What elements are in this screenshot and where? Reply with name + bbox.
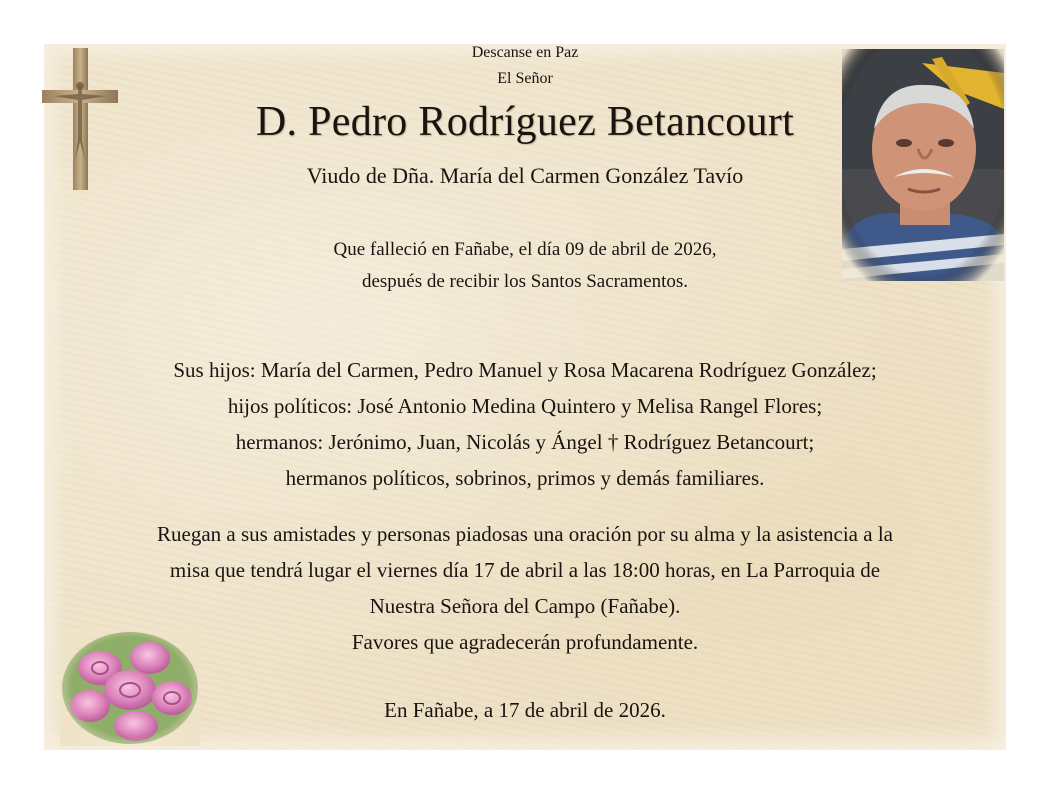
deceased-name: D. Pedro Rodríguez Betancourt bbox=[255, 99, 795, 145]
request-line-3: Nuestra Señora del Campo (Fañabe). bbox=[369, 594, 681, 618]
honorific-label: El Señor bbox=[497, 70, 553, 87]
family-children-line: Sus hijos: María del Carmen, Pedro Manuel y Rosa Macarena Rodríguez González; bbox=[173, 358, 877, 382]
closing-place-date: En Fañabe, a 17 de abril de 2026. bbox=[384, 698, 666, 722]
family-others-line: hermanos políticos, sobrinos, primos y demás familiares. bbox=[285, 466, 765, 490]
passing-line-2: después de recibir los Santos Sacramentos. bbox=[361, 271, 689, 292]
passing-line-1: Que falleció en Fañabe, el día 09 de abril de 2026, bbox=[333, 239, 717, 260]
request-line-4: Favores que agradecerán profundamente. bbox=[351, 630, 699, 654]
family-siblings-line: hermanos: Jerónimo, Juan, Nicolás y Ángel † Rodríguez Betancourt; bbox=[235, 430, 815, 454]
request-line-2: misa que tendrá lugar el viernes día 17 de abril a las 18:00 horas, en La Parroquia de bbox=[169, 558, 881, 582]
request-line-1: Ruegan a sus amistades y personas piadosas una oración por su alma y la asistencia a la bbox=[157, 522, 893, 546]
widower-of-line: Viudo de Dña. María del Carmen González Tavío bbox=[306, 163, 744, 188]
family-in-laws-line: hijos políticos: José Antonio Medina Quintero y Melisa Rangel Flores; bbox=[227, 394, 823, 418]
rest-in-peace-heading: Descanse en Paz bbox=[471, 44, 579, 61]
